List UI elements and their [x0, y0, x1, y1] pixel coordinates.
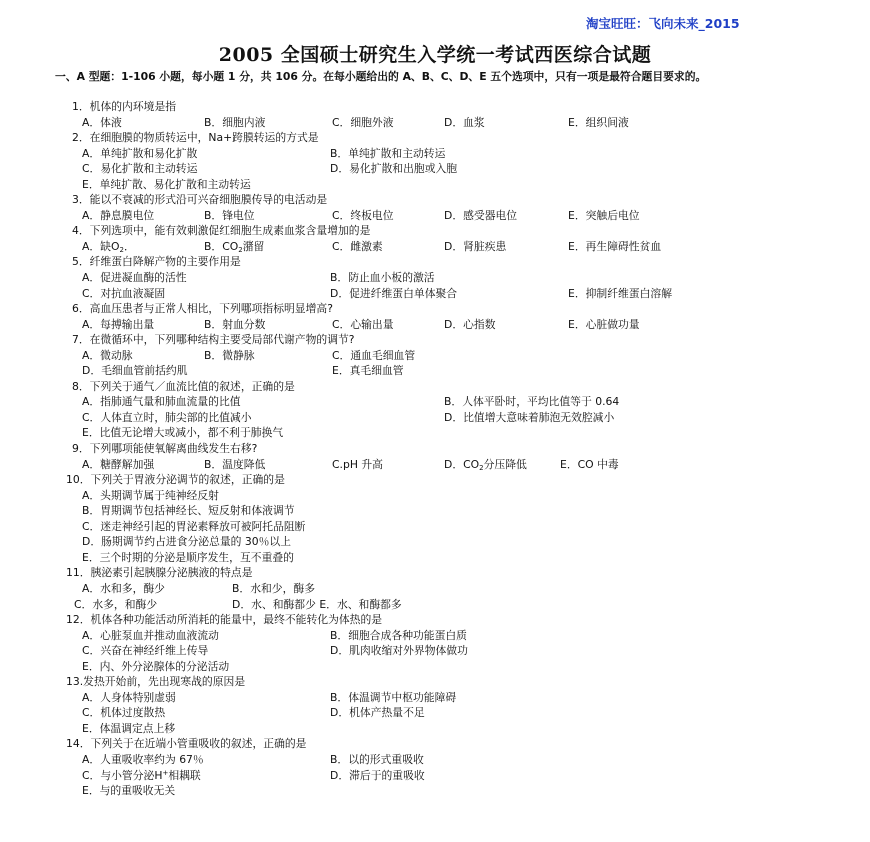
question-stem: 7．在微循环中，下列哪种结构主要受局部代谢产物的调节?	[72, 333, 355, 347]
option: D．肾脏疾患	[444, 239, 507, 253]
option: C．人体直立时，肺尖部的比值减小	[82, 410, 252, 424]
option: D．促进纤维蛋白单体聚合	[330, 286, 458, 300]
option-row	[0, 705, 870, 721]
option: A．每搏输出量	[82, 317, 155, 331]
option-row	[0, 628, 870, 644]
option: A．糖酵解加强	[82, 457, 155, 471]
option-row	[0, 177, 870, 193]
option: E．真毛细血管	[332, 364, 404, 378]
option: A．缺$O_2$．	[82, 239, 135, 254]
option: A．水和多，酶少	[82, 581, 165, 595]
question-stem: 12．机体各种功能活动所消耗的能量中，最终不能转化为体热的是	[66, 613, 383, 627]
option: D．滞后于的重吸收	[330, 768, 425, 782]
option: D．血浆	[444, 115, 485, 129]
option-row	[0, 550, 870, 566]
option: A．单纯扩散和易化扩散	[82, 146, 198, 160]
option: B．射血分数	[204, 317, 266, 331]
watermark: 淘宝旺旺：飞向未来_2015	[586, 16, 740, 31]
option-row	[0, 752, 870, 768]
option: E．内、外分泌腺体的分泌活动	[82, 659, 230, 673]
option: C．心输出量	[332, 317, 394, 331]
option: A．体液	[82, 115, 122, 129]
option: B．水和少，酶多	[232, 581, 315, 595]
option-row	[0, 534, 870, 550]
page-title: 2005 全国硕士研究生入学统一考试西医综合试题	[218, 44, 652, 66]
option: B．温度降低	[204, 457, 266, 471]
option: C．机体过度散热	[82, 706, 166, 720]
option-row	[0, 659, 870, 675]
option: E．单纯扩散、易化扩散和主动转运	[82, 177, 251, 191]
option-row	[0, 503, 870, 519]
question-stem: 1．机体的内环境是指	[72, 100, 177, 113]
option-row	[0, 783, 870, 799]
option: B．以的形式重吸收	[330, 752, 424, 766]
option-row	[0, 643, 870, 659]
option-row	[0, 519, 870, 535]
question-stem: 10．下列关于胃液分泌调节的叙述，正确的是	[66, 473, 285, 487]
option: B．锋电位	[204, 208, 255, 222]
question-stem: 11．胰泌素引起胰腺分泌胰液的特点是	[66, 566, 253, 580]
option: C．终板电位	[332, 208, 394, 222]
option: D．心指数	[444, 317, 496, 331]
option-row	[0, 597, 870, 613]
option-row	[0, 394, 870, 410]
option: C．雌激素	[332, 239, 383, 253]
option-row	[0, 270, 870, 286]
option: D．机体产热量不足	[330, 706, 425, 720]
option: D．毛细血管前括约肌	[82, 364, 188, 378]
option: D．比值增大意味着肺泡无效腔减小	[444, 410, 615, 424]
option: C．细胞外液	[332, 115, 394, 129]
option-row	[0, 161, 870, 177]
option-row	[0, 348, 870, 364]
option: E．CO 中毒	[560, 457, 619, 471]
question-stem: 9．下列哪项能使氧解离曲线发生右移?	[72, 442, 258, 456]
option-row	[0, 721, 870, 737]
option: E．心脏做功量	[568, 317, 640, 331]
option: D．$CO_2$分压降低	[444, 457, 527, 472]
question-stem: 13.发热开始前，先出现寒战的原因是	[66, 675, 246, 689]
option: E．抑制纤维蛋白溶解	[568, 286, 672, 300]
option-row	[0, 488, 870, 504]
option-row	[0, 768, 870, 784]
option: A．促进凝血酶的活性	[82, 271, 187, 285]
option: B．细胞内液	[204, 115, 266, 129]
question-list	[0, 99, 870, 799]
question-stem: 8．下列关于通气／血流比值的叙述，正确的是	[72, 379, 295, 393]
option-row	[0, 690, 870, 706]
option: C．对抗血液凝固	[82, 286, 166, 300]
question-stem: 3．能以不衰减的形式沿可兴奋细胞膜传导的电活动是	[72, 193, 328, 207]
option: B．胃期调节包括神经长、短反射和体液调节	[82, 504, 295, 518]
option-row	[0, 410, 870, 426]
option-row	[0, 286, 870, 302]
option-row	[0, 425, 870, 441]
option: B．微静脉	[204, 348, 255, 362]
option: B．$CO_2$潴留	[204, 239, 265, 254]
option: E．组织间液	[568, 115, 629, 129]
option: A．人身体特别虚弱	[82, 690, 176, 704]
option-row	[0, 239, 870, 255]
option: A．指肺通气量和肺血流量的比值	[82, 395, 241, 409]
option-row	[0, 457, 870, 473]
question-stem: 14．下列关于在近端小管重吸收的叙述，正确的是	[66, 737, 307, 751]
option: E．三个时期的分泌是顺序发生，互不重叠的	[82, 550, 294, 564]
option-row	[0, 208, 870, 224]
option: B．细胞合成各种功能蛋白质	[330, 628, 467, 642]
option: D．肌肉收缩对外界物体做功	[330, 644, 468, 658]
option: A．头期调节属于纯神经反射	[82, 488, 219, 502]
option: D．水、和酶都少 E．水、和酶都多	[232, 597, 402, 611]
option: D．易化扩散和出胞或入胞	[330, 162, 458, 176]
option: B．防止血小板的激活	[330, 271, 435, 285]
option: E．比值无论增大或减小，都不利于肺换气	[82, 426, 284, 440]
option: B．人体平卧时，平均比值等于 0.64	[444, 395, 620, 409]
option: C．兴奋在神经纤维上传导	[82, 644, 209, 658]
option: D．感受器电位	[444, 208, 518, 222]
question-stem: 2．在细胞膜的物质转运中，Na+跨膜转运的方式是	[72, 131, 319, 145]
option: B．体温调节中枢功能障碍	[330, 690, 457, 704]
option-row	[0, 317, 870, 333]
option: C．水多，和酶少	[74, 597, 158, 611]
option: E．与的重吸收无关	[82, 784, 176, 798]
option: D．肠期调节约占进食分泌总量的 30％以上	[82, 535, 292, 549]
question-stem: 6．高血压患者与正常人相比，下列哪项指标明显增高?	[72, 302, 333, 316]
option: C．易化扩散和主动转运	[82, 162, 198, 176]
option-row	[0, 363, 870, 379]
option: A．心脏泵血并推动血液流动	[82, 628, 219, 642]
option: E．突触后电位	[568, 208, 640, 222]
option: A．人重吸收率约为 67％	[82, 752, 204, 766]
option: A．静息膜电位	[82, 208, 155, 222]
option-row	[0, 115, 870, 131]
question-stem: 5．纤维蛋白降解产物的主要作用是	[72, 255, 241, 269]
option-row	[0, 581, 870, 597]
option-row	[0, 146, 870, 162]
option: B．单纯扩散和主动转运	[330, 146, 446, 160]
option: C．通血毛细血管	[332, 348, 416, 362]
option: A．微动脉	[82, 348, 133, 362]
section-intro: 一、A 型题：1-106 小题，每小题 1 分，共 106 分。在每小题给出的 A、B、C、D、E 五个选项中，只有一项是最符合题目要求的。	[55, 70, 707, 83]
option: E．再生障碍性贫血	[568, 239, 662, 253]
option: C．迷走神经引起的胃泌素释放可被阿托品阻断	[82, 519, 306, 533]
option: C．与小管分泌H+相耦联	[82, 768, 201, 782]
option: E．体温调定点上移	[82, 721, 176, 735]
option: C.pH 升高	[332, 457, 383, 471]
question-stem: 4．下列选项中，能有效刺激促红细胞生成素血浆含量增加的是	[72, 224, 371, 238]
